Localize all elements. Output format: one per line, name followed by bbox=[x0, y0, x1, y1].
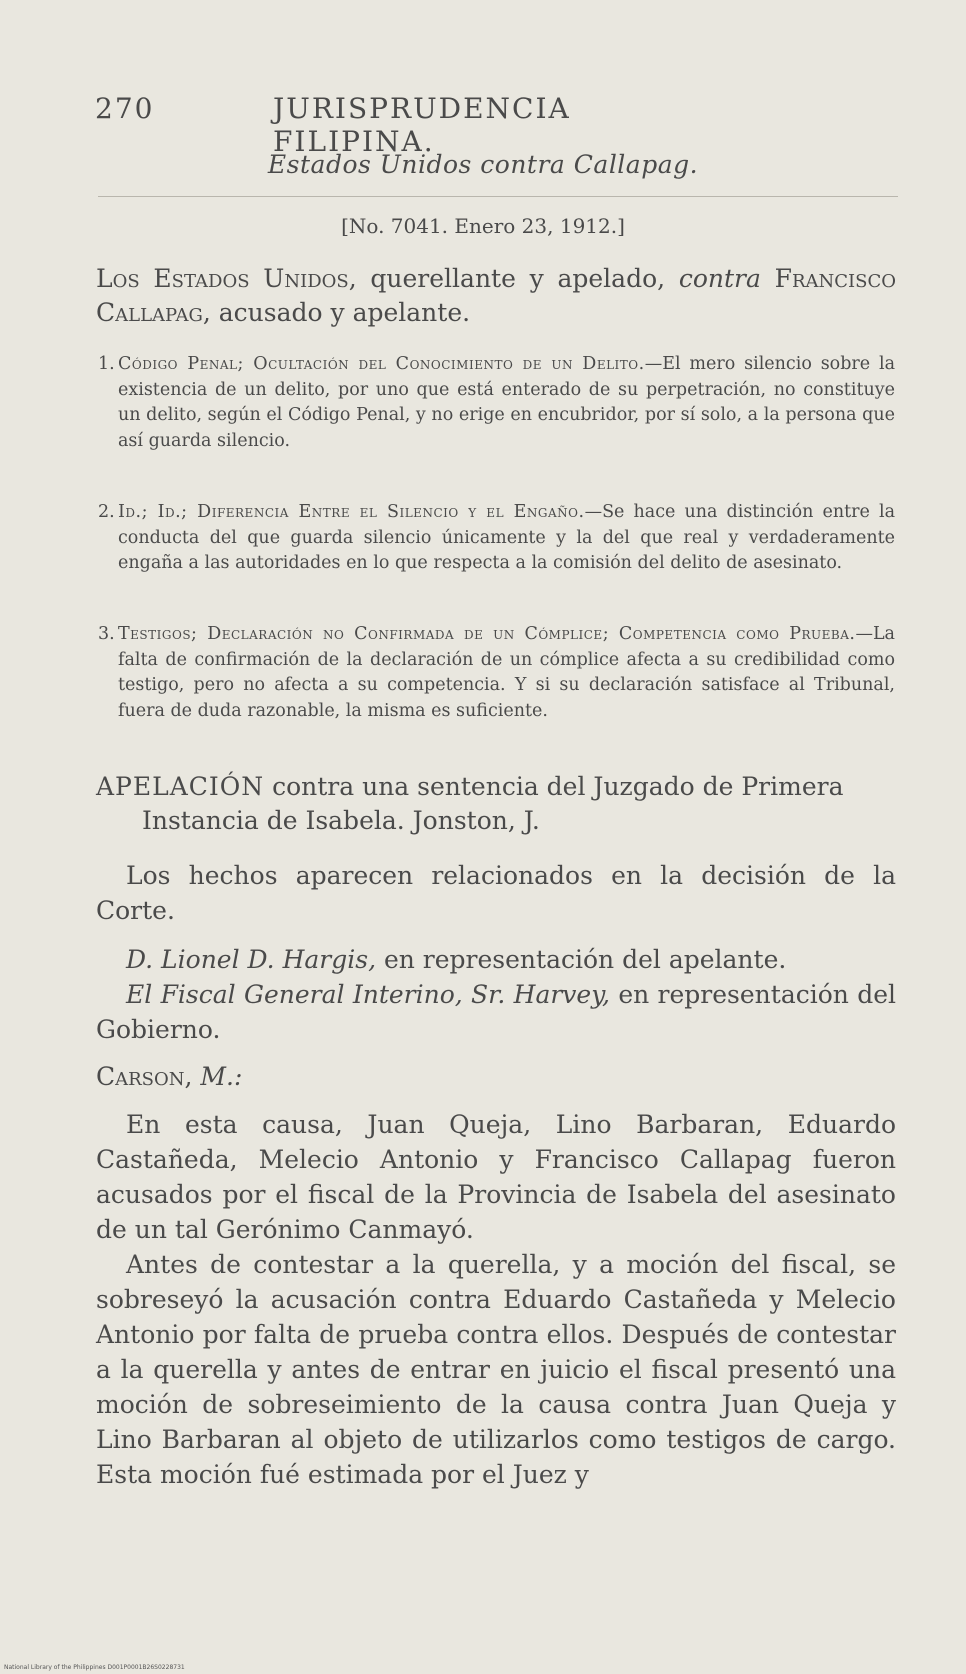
plaintiff-role: , querellante y apelado, bbox=[348, 264, 679, 293]
opinion-paragraph: En esta causa, Juan Queja, Lino Barbaran, Eduardo Castañeda, Melecio Antonio y Francisco Callapag fueron acusados por el fiscal de la Provincia de Isabela del asesinato de un tal Gerónimo Canmayó. bbox=[96, 1110, 896, 1244]
defendant-role: , acusado y apelante. bbox=[202, 298, 471, 327]
appeal-line-2: Instancia de Isabela. Jonston, J. bbox=[142, 806, 540, 835]
case-title: Estados Unidos contra Callapag. bbox=[267, 150, 699, 179]
header-rule bbox=[98, 196, 898, 197]
counsel-appellant bbox=[96, 942, 896, 977]
syllabus-item bbox=[98, 500, 895, 577]
syllabus-number: 3. bbox=[98, 624, 115, 644]
opinion-paragraph: Antes de contestar a la querella, y a moción del fiscal, se sobreseyó la acusación contra Eduardo Castañeda y Melecio Antonio por falta de prueba contra ellos. Después de contestar a la querella y antes de entrar en juicio el fiscal presentó una moción de sobreseimiento de la causa contra Juan Queja y Lino Barbaran al objeto de utilizarlos como testigos de cargo. Esta moción fué estimada por el Juez y bbox=[96, 1250, 896, 1489]
syllabus-number: 1. bbox=[98, 354, 115, 374]
scan-footer: National Library of the Philippines D001P0001B26S0228731 bbox=[4, 1664, 185, 1671]
syllabus-item bbox=[98, 352, 895, 454]
appeal-statement bbox=[96, 770, 896, 838]
case-number: [No. 7041. Enero 23, 1912.] bbox=[341, 214, 625, 238]
page-number: 270 bbox=[95, 92, 155, 125]
syllabus-text: —Se hace una distinción entre la conducta del que guarda silencio únicamente y la del que real y verdaderamente engaña a las autoridades en lo que respecta a la comisión del delito de asesinato. bbox=[118, 502, 895, 573]
defendant: Francisco Callapag bbox=[96, 264, 897, 327]
appeal-lead: APELACIÓN bbox=[96, 772, 265, 801]
syllabus-item bbox=[98, 622, 895, 724]
counsel-government bbox=[96, 977, 896, 1047]
contra-word: contra bbox=[678, 264, 761, 293]
syllabus-heading: Id.; Id.; Diferencia Entre el Silencio y el Engaño. bbox=[118, 502, 585, 522]
case-parties bbox=[96, 262, 896, 330]
counsel-gov-role: en representación del Gobierno. bbox=[96, 980, 897, 1044]
running-header bbox=[95, 92, 735, 158]
syllabus-heading: Testigos; Declaración no Confirmada de un Cómplice; Competencia como Prueba. bbox=[118, 624, 856, 644]
plaintiff: Los Estados Unidos bbox=[96, 264, 349, 293]
syllabus-heading: Código Penal; Ocultación del Conocimiento de un Delito. bbox=[118, 354, 645, 374]
appeal-line-1: contra una sentencia del Juzgado de Primera bbox=[264, 772, 844, 801]
counsel-appellant-name: D. Lionel D. Hargis, bbox=[126, 945, 377, 974]
facts-paragraph: Los hechos aparecen relacionados en la decisión de la Corte. bbox=[96, 861, 896, 925]
syllabus-text: —La falta de confirmación de la declaración de un cómplice afecta a su credibilidad como testigo, pero no afecta a su competencia. Y si su declaración satisface al Tribunal, fuera de duda razonable, la misma es suficiente. bbox=[118, 624, 895, 721]
counsel-appellant-role: en representación del apelante. bbox=[376, 945, 787, 974]
syllabus-text: —El mero silencio sobre la existencia de un delito, por uno que está enterado de su perpetración, no constituye un delito, según el Código Penal, y no erige en encubridor, por sí solo, a la persona que así guarda silencio. bbox=[118, 354, 895, 451]
syllabus-number: 2. bbox=[98, 502, 115, 522]
running-title: JURISPRUDENCIA FILIPINA. bbox=[273, 92, 571, 158]
counsel-gov-name: El Fiscal General Interino, Sr. Harvey, bbox=[126, 980, 610, 1009]
justice-suffix: M.: bbox=[192, 1062, 243, 1091]
opinion-author bbox=[96, 1062, 242, 1091]
justice-name: Carson, bbox=[96, 1062, 193, 1091]
